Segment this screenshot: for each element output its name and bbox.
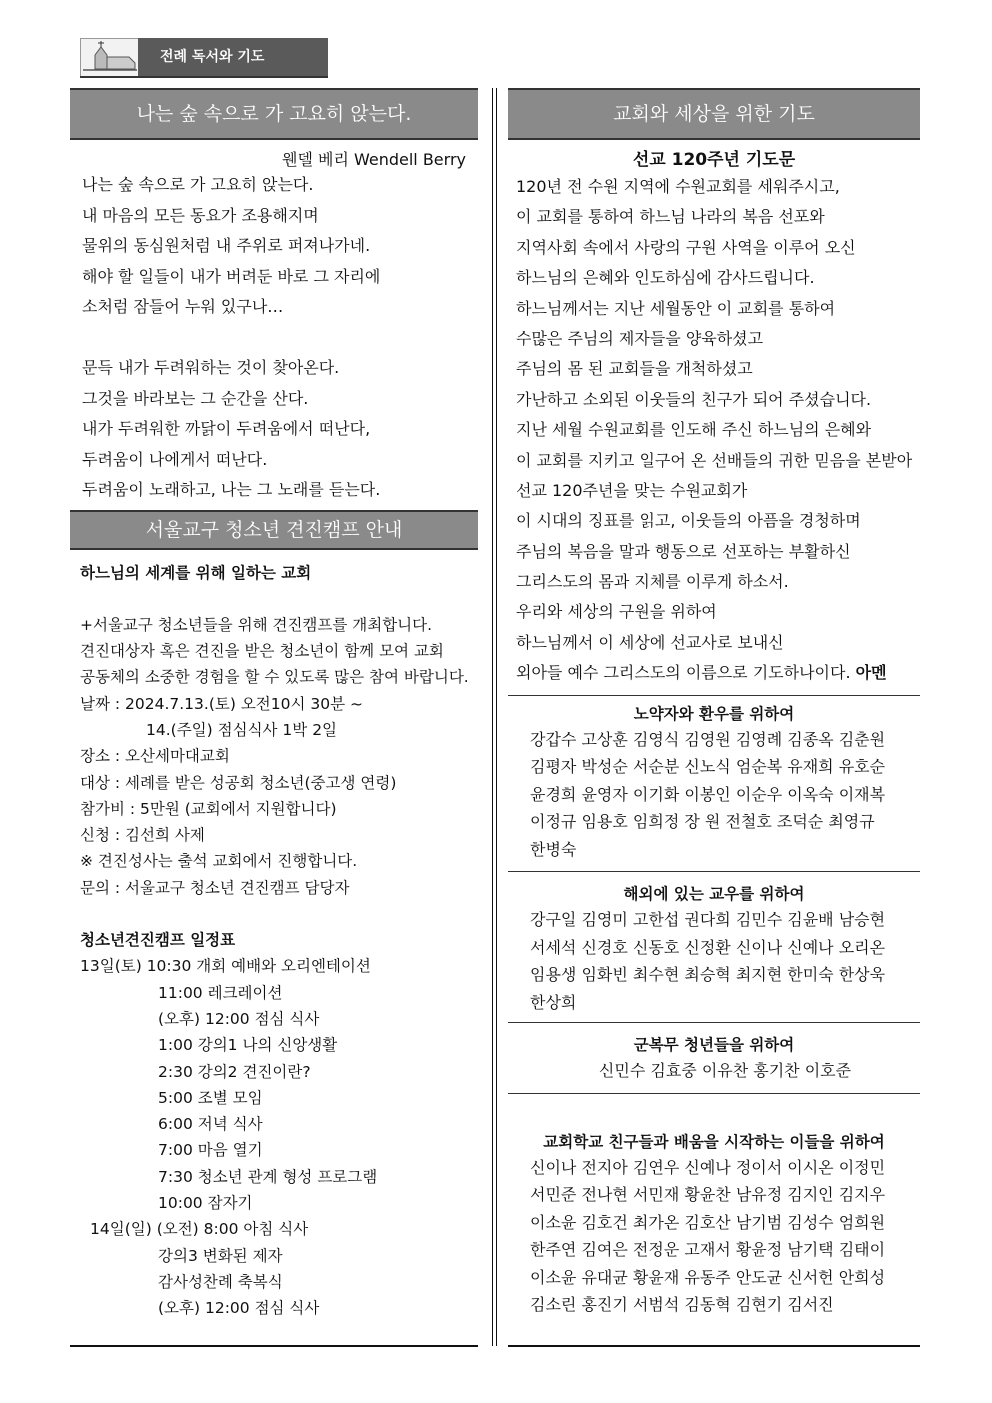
poem-line: 내 마음의 모든 동요가 조용해지며 xyxy=(82,205,319,225)
name-row: 윤경희 윤영자 이기화 이봉인 이순우 이옥숙 이재복 xyxy=(530,784,886,804)
camp-info xyxy=(70,560,478,1322)
camp-contact: 문의 : 서울교구 청소년 견진캠프 담당자 xyxy=(80,878,350,897)
name-row: 강갑수 고상훈 김영식 김영원 김영례 김종옥 김춘원 xyxy=(530,729,886,749)
camp-intro-line: 공동체의 소중한 경험을 할 수 있도록 많은 참여 바랍니다. xyxy=(80,668,469,687)
separator xyxy=(508,1093,920,1094)
schedule-item: 7:00 마음 열기 xyxy=(158,1141,263,1160)
poem-title: 나는 숲 속으로 가 고요히 앉는다. xyxy=(70,88,478,140)
school-title: 교회학교 친구들과 배움을 시작하는 이들을 위하여 xyxy=(543,1132,885,1151)
school-names xyxy=(508,1154,920,1319)
camp-intro-line: +서울교구 청소년들을 위해 견진캠프를 개최합니다. xyxy=(80,615,433,634)
prayer-line: 120년 전 수원 지역에 수원교회를 세워주시고, xyxy=(516,177,840,196)
camp-fee: 참가비 : 5만원 (교회에서 지원합니다) xyxy=(80,799,337,818)
name-row: 이소윤 김호건 최가온 김호산 남기범 김성수 엄희원 xyxy=(530,1212,886,1232)
header-underline xyxy=(80,76,328,78)
bottom-rule xyxy=(70,1345,478,1347)
schedule-item: 5:00 조별 모임 xyxy=(158,1088,263,1107)
prayer-section-title: 교회와 세상을 위한 기도 xyxy=(508,88,920,140)
camp-target: 대상 : 세례를 받은 성공회 청소년(중고생 연령) xyxy=(80,773,397,792)
column-divider xyxy=(492,88,493,1346)
name-row: 한상희 xyxy=(530,992,577,1012)
prayer-line: 이 교회를 지키고 일구어 온 선배들의 귀한 믿음을 본받아 xyxy=(516,450,913,470)
schedule-item: 강의3 변화된 제자 xyxy=(158,1246,283,1265)
prayer-line-last xyxy=(516,658,920,688)
prayer-title: 선교 120주년 기도문 xyxy=(632,150,796,170)
poem-line: 소처럼 잠들어 누워 있구나… xyxy=(82,297,284,316)
poem-body xyxy=(70,170,478,506)
schedule-day2: 14일(일) (오전) 8:00 아침 식사 xyxy=(90,1220,309,1239)
poem-line: 두려움이 노래하고, 나는 그 노래를 듣는다. xyxy=(82,480,381,499)
poem-line: 그것을 바라보는 그 순간을 산다. xyxy=(82,388,309,408)
poem-line: 내가 두려워한 까닭이 두려움에서 떠난다, xyxy=(82,419,371,438)
separator xyxy=(508,1022,920,1023)
abroad-names xyxy=(508,906,920,1016)
church-logo-icon xyxy=(80,38,138,76)
military-title: 군복무 청년들을 위하여 xyxy=(633,1036,795,1055)
section-tab: 전례 독서와 기도 xyxy=(138,38,328,76)
prayer-line: 수많은 주님의 제자들을 양육하셨고 xyxy=(516,328,764,348)
bottom-rule xyxy=(508,1345,920,1347)
name-row: 김소린 홍진기 서범석 김동혁 김현기 김서진 xyxy=(530,1295,834,1315)
prayer-line: 주님의 몸 된 교회들을 개척하셨고 xyxy=(516,359,753,379)
schedule-item: 6:00 저녁 식사 xyxy=(158,1115,263,1134)
name-row: 강구일 김영미 고한섭 권다희 김민수 김윤배 남승현 xyxy=(530,910,886,930)
schedule-item: 7:30 청소년 관계 형성 프로그램 xyxy=(158,1167,378,1186)
name-row: 한주연 김여은 전정운 고재서 황윤정 남기택 김태이 xyxy=(530,1240,886,1260)
schedule-day1: 13일(토) 10:30 개회 예배와 오리엔테이션 xyxy=(80,957,371,976)
name-row: 임용생 임화빈 최수현 최승혁 최지현 한미숙 한상욱 xyxy=(530,965,886,985)
prayer-line: 주님의 복음을 말과 행동으로 선포하는 부활하신 xyxy=(516,541,851,561)
name-row: 이소윤 유대균 황윤재 유동주 안도균 신서헌 안희성 xyxy=(530,1267,886,1287)
poem-line: 문득 내가 두려워하는 것이 찾아온다. xyxy=(82,358,340,377)
left-column xyxy=(70,88,478,1322)
prayer-line: 하느님께서 이 세상에 선교사로 보내신 xyxy=(516,632,784,652)
military-names xyxy=(508,1057,920,1085)
camp-subtitle: 하느님의 세계를 위해 일하는 교회 xyxy=(80,563,312,582)
sick-title: 노약자와 환우를 위하여 xyxy=(633,704,795,723)
schedule-item: 감사성찬례 축복식 xyxy=(158,1272,283,1291)
abroad-title: 해외에 있는 교우를 위하여 xyxy=(623,885,805,904)
name-row: 서세석 신경호 신동호 신정환 신이나 신예나 오리온 xyxy=(530,937,886,957)
schedule-item: 2:30 강의2 견진이란? xyxy=(158,1062,311,1081)
prayer-line: 우리와 세상의 구원을 위하여 xyxy=(516,602,717,622)
prayer-line: 하느님의 은혜와 인도하심에 감사드립니다. xyxy=(516,268,815,288)
name-row: 김평자 박성순 서순분 신노식 엄순복 유재희 유호순 xyxy=(530,757,886,777)
poem-line: 나는 숲 속으로 가 고요히 앉는다. xyxy=(82,175,314,194)
prayer-line: 하느님께서는 지난 세월동안 이 교회를 통하여 xyxy=(516,298,836,318)
camp-place: 장소 : 오산세마대교회 xyxy=(80,747,230,766)
name-row: 신민수 김효중 이유찬 홍기찬 이호준 xyxy=(598,1061,852,1081)
prayer-line: 가난하고 소외된 이웃들의 친구가 되어 주셨습니다. xyxy=(516,389,872,409)
sick-names xyxy=(508,726,920,864)
name-row: 서민준 전나현 서민재 황윤찬 남유정 김지인 김지우 xyxy=(530,1185,886,1205)
camp-title: 서울교구 청소년 견진캠프 안내 xyxy=(70,510,478,550)
separator xyxy=(508,695,920,696)
prayer-last-text: 외아들 예수 그리스도의 이름으로 기도하나이다. xyxy=(516,663,851,683)
poem-line: 해야 할 일들이 내가 버려둔 바로 그 자리에 xyxy=(82,266,381,286)
prayer-line: 이 시대의 징표를 읽고, 이웃들의 아픔을 경청하며 xyxy=(516,511,861,531)
poem-author: 웬델 베리 Wendell Berry xyxy=(281,150,466,169)
prayer-body xyxy=(508,172,920,689)
prayer-line: 지난 세월 수원교회를 인도해 주신 하느님의 은혜와 xyxy=(516,420,872,440)
right-column xyxy=(508,88,920,1319)
prayer-line: 이 교회를 통하여 하느님 나라의 복음 선포와 xyxy=(516,207,825,227)
prayer-line: 지역사회 속에서 사랑의 구원 사역을 이루어 오신 xyxy=(516,237,856,257)
page-header xyxy=(80,38,328,76)
camp-date: 날짜 : 2024.7.13.(토) 오전10시 30분 ~ xyxy=(80,694,364,713)
separator xyxy=(508,871,920,872)
name-row: 신이나 전지아 김연우 신예나 정이서 이시온 이정민 xyxy=(530,1157,886,1177)
column-divider xyxy=(496,88,497,1346)
schedule-title: 청소년견진캠프 일정표 xyxy=(80,931,236,950)
name-row: 이정규 임용호 임희정 장 원 전철호 조덕순 최영규 xyxy=(530,812,875,832)
schedule-item: 1:00 강의1 나의 신앙생활 xyxy=(158,1036,338,1055)
camp-date-cont: 14.(주일) 점심식사 1박 2일 xyxy=(146,720,338,739)
schedule-item: (오후) 12:00 점심 식사 xyxy=(158,1299,320,1318)
camp-note: ※ 견진성사는 출석 교회에서 진행합니다. xyxy=(80,852,358,871)
schedule-item: 10:00 잠자기 xyxy=(158,1194,253,1213)
poem-line: 물위의 동심원처럼 내 주위로 퍼져나가네. xyxy=(82,236,371,255)
name-row: 한병숙 xyxy=(530,839,577,859)
camp-intro-line: 견진대상자 혹은 견진을 받은 청소년이 함께 모여 교회 xyxy=(80,642,444,661)
schedule-item: 11:00 레크레이션 xyxy=(158,983,283,1002)
prayer-line: 그리스도의 몸과 지체를 이루게 하소서. xyxy=(516,572,789,592)
prayer-line: 선교 120주년을 맞는 수원교회가 xyxy=(516,480,748,500)
amen: 아멘 xyxy=(855,663,887,683)
schedule-item: (오후) 12:00 점심 식사 xyxy=(158,1009,320,1028)
camp-apply: 신청 : 김선희 사제 xyxy=(80,826,205,845)
poem-line: 두려움이 나에게서 떠난다. xyxy=(82,449,268,469)
